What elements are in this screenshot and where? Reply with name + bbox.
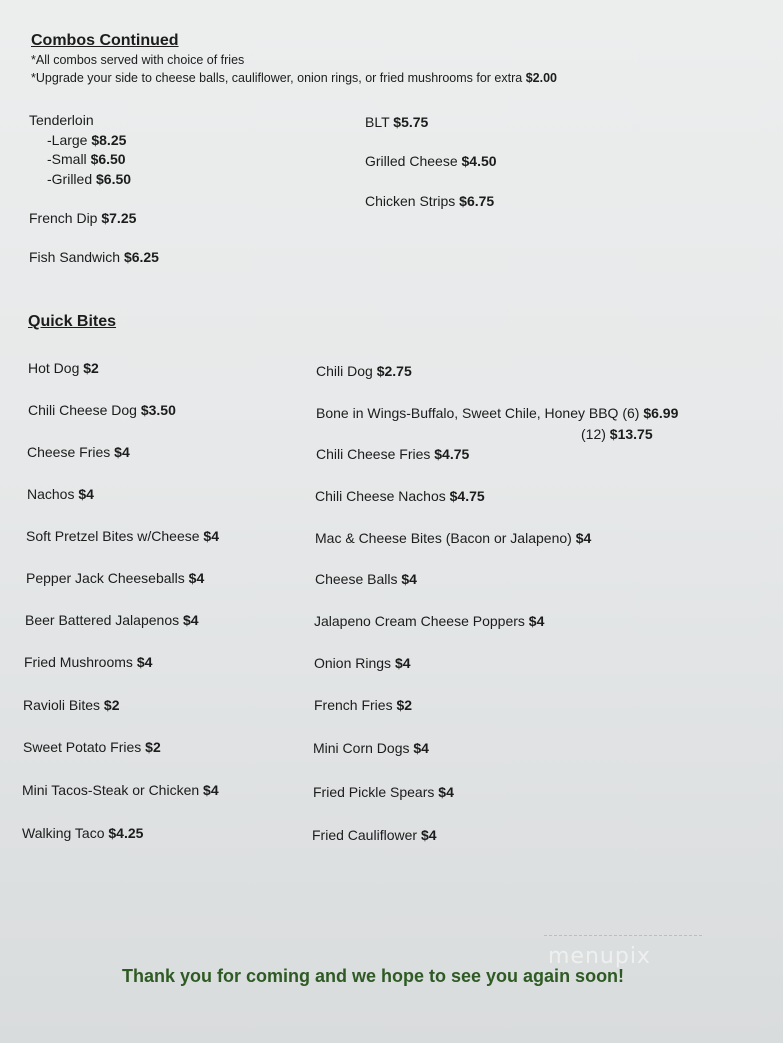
item-name: Fried Pickle Spears: [313, 784, 435, 800]
item-price: $4: [401, 571, 417, 587]
qb-item-cheese-balls: [315, 571, 417, 587]
item-price: $4: [438, 784, 454, 800]
item-name: Chili Cheese Nachos: [315, 488, 446, 504]
quick-bites-heading: Quick Bites: [28, 313, 117, 330]
item-price: $7.25: [101, 210, 137, 226]
item-name: (12): [581, 426, 606, 442]
item-name: Nachos: [27, 486, 75, 502]
item-name: Onion Rings: [314, 655, 392, 671]
thank-you-message: Thank you for coming and we hope to see you again soon!: [122, 966, 625, 986]
item-price: $4: [394, 655, 411, 671]
item-name: French Dip: [29, 210, 98, 226]
item-name: Mini Corn Dogs: [313, 740, 410, 756]
item-name: Bone in Wings-Buffalo, Sweet Chile, Honey BBQ (6): [316, 405, 640, 421]
item-name: -Large: [47, 132, 88, 148]
item-name: Chili Dog: [316, 363, 373, 379]
qb-item-chili-dog: [316, 363, 412, 379]
qb-item-chili-cheese-dog: [28, 402, 176, 418]
item-name: Pepper Jack Cheeseballs: [26, 570, 185, 586]
item-name: Hot Dog: [28, 360, 80, 376]
item-name: -Grilled: [47, 171, 93, 187]
item-name: Fried Mushrooms: [24, 654, 133, 670]
item-name: Cheese Balls: [315, 571, 398, 587]
qb-item-chili-cheese-fries: [316, 446, 469, 462]
qb-item-fried-pickle-spears: [313, 784, 454, 800]
qb-item-fried-mushrooms: [24, 654, 152, 670]
combo-item-grilled-cheese: [365, 153, 497, 169]
item-price: $4.50: [461, 153, 497, 169]
combos-note-upgrade: [31, 71, 557, 85]
tenderloin-large: [47, 132, 126, 148]
qb-item-chili-cheese-nachos: [315, 488, 485, 504]
item-price: $6.50: [96, 171, 132, 187]
item-price: $4: [420, 827, 437, 843]
item-price: $4: [78, 486, 94, 502]
item-price: $2: [103, 697, 120, 713]
qb-item-nachos: [27, 486, 94, 502]
item-price: $6.75: [459, 193, 495, 209]
qb-item-soft-pretzel-bites: [26, 528, 219, 544]
item-name: Chicken Strips: [365, 193, 456, 209]
tenderloin-small: [47, 151, 126, 167]
item-name: Sweet Potato Fries: [23, 739, 142, 755]
item-price: $4: [203, 528, 219, 544]
item-name: Mini Tacos-Steak or Chicken: [22, 782, 200, 798]
item-name: Soft Pretzel Bites w/Cheese: [26, 528, 200, 544]
item-price: $4.75: [449, 488, 485, 504]
item-price: $6.25: [123, 249, 159, 265]
qb-item-pepper-jack-cheeseballs: [26, 570, 204, 586]
menupix-watermark: menupix: [548, 944, 651, 969]
item-name: Walking Taco: [22, 825, 105, 841]
qb-item-mini-tacos: [22, 782, 219, 798]
item-price: $4: [575, 530, 592, 546]
item-price: $4.25: [108, 825, 144, 841]
combo-item-french-dip: [29, 210, 136, 226]
combos-heading: Combos Continued: [31, 32, 179, 49]
qb-item-ravioli-bites: [23, 697, 120, 713]
qb-item-bone-in-wings: [316, 405, 678, 421]
tenderloin-grilled: [47, 171, 131, 187]
item-price: $8.25: [91, 132, 127, 148]
qb-item-mini-corn-dogs: [313, 740, 429, 756]
combo-item-blt: [365, 114, 428, 130]
item-name: Jalapeno Cream Cheese Poppers: [314, 613, 525, 629]
item-name: Ravioli Bites: [23, 697, 101, 713]
item-name: Chili Cheese Fries: [316, 446, 431, 462]
combo-item-fish-sandwich: [29, 249, 159, 265]
qb-item-mac-cheese-bites: [315, 530, 591, 546]
item-price: $6.99: [643, 405, 679, 421]
qb-item-jalapeno-poppers: [314, 613, 544, 629]
combo-item-chicken-strips: [365, 193, 494, 209]
qb-item-beer-battered-jalapenos: [25, 612, 199, 628]
qb-item-french-fries: [314, 697, 412, 713]
item-name: Fish Sandwich: [29, 249, 121, 265]
upgrade-note-price: $2.00: [525, 71, 557, 85]
item-name: BLT: [365, 114, 390, 130]
item-price: $5.75: [393, 114, 429, 130]
item-name: Grilled Cheese: [365, 153, 458, 169]
item-name: Fried Cauliflower: [312, 827, 418, 843]
upgrade-note-text: *Upgrade your side to cheese balls, cauliflower, onion rings, or fried mushrooms for extra: [31, 71, 523, 85]
item-name: -Small: [47, 151, 87, 167]
qb-item-bone-in-wings-12: [581, 426, 653, 442]
item-price: $13.75: [609, 426, 653, 442]
item-price: $4: [188, 570, 205, 586]
item-price: $4: [136, 654, 153, 670]
item-name: Beer Battered Jalapenos: [25, 612, 180, 628]
combos-note-fries: *All combos served with choice of fries: [31, 53, 245, 67]
qb-item-sweet-potato-fries: [23, 739, 161, 755]
item-price: $6.50: [90, 151, 126, 167]
item-price: $4: [528, 613, 545, 629]
qb-item-onion-rings: [314, 655, 411, 671]
item-price: $4: [203, 782, 219, 798]
qb-item-walking-taco: [22, 825, 143, 841]
item-name: Cheese Fries: [27, 444, 111, 460]
qb-item-hot-dog: [28, 360, 99, 376]
item-price: $3.50: [140, 402, 176, 418]
qb-item-cheese-fries: [27, 444, 130, 460]
item-price: $2.75: [376, 363, 412, 379]
item-price: $4: [413, 740, 429, 756]
item-price: $4.75: [434, 446, 470, 462]
qb-item-fried-cauliflower: [312, 827, 437, 843]
item-price: $2: [145, 739, 161, 755]
item-name: Mac & Cheese Bites (Bacon or Jalapeno): [315, 530, 572, 546]
item-price: $4: [114, 444, 130, 460]
item-price: $2: [396, 697, 413, 713]
item-name: Chili Cheese Dog: [28, 402, 137, 418]
item-name: French Fries: [314, 697, 393, 713]
item-price: $4: [183, 612, 199, 628]
item-price: $2: [83, 360, 99, 376]
tenderloin-label: Tenderloin: [29, 112, 94, 128]
